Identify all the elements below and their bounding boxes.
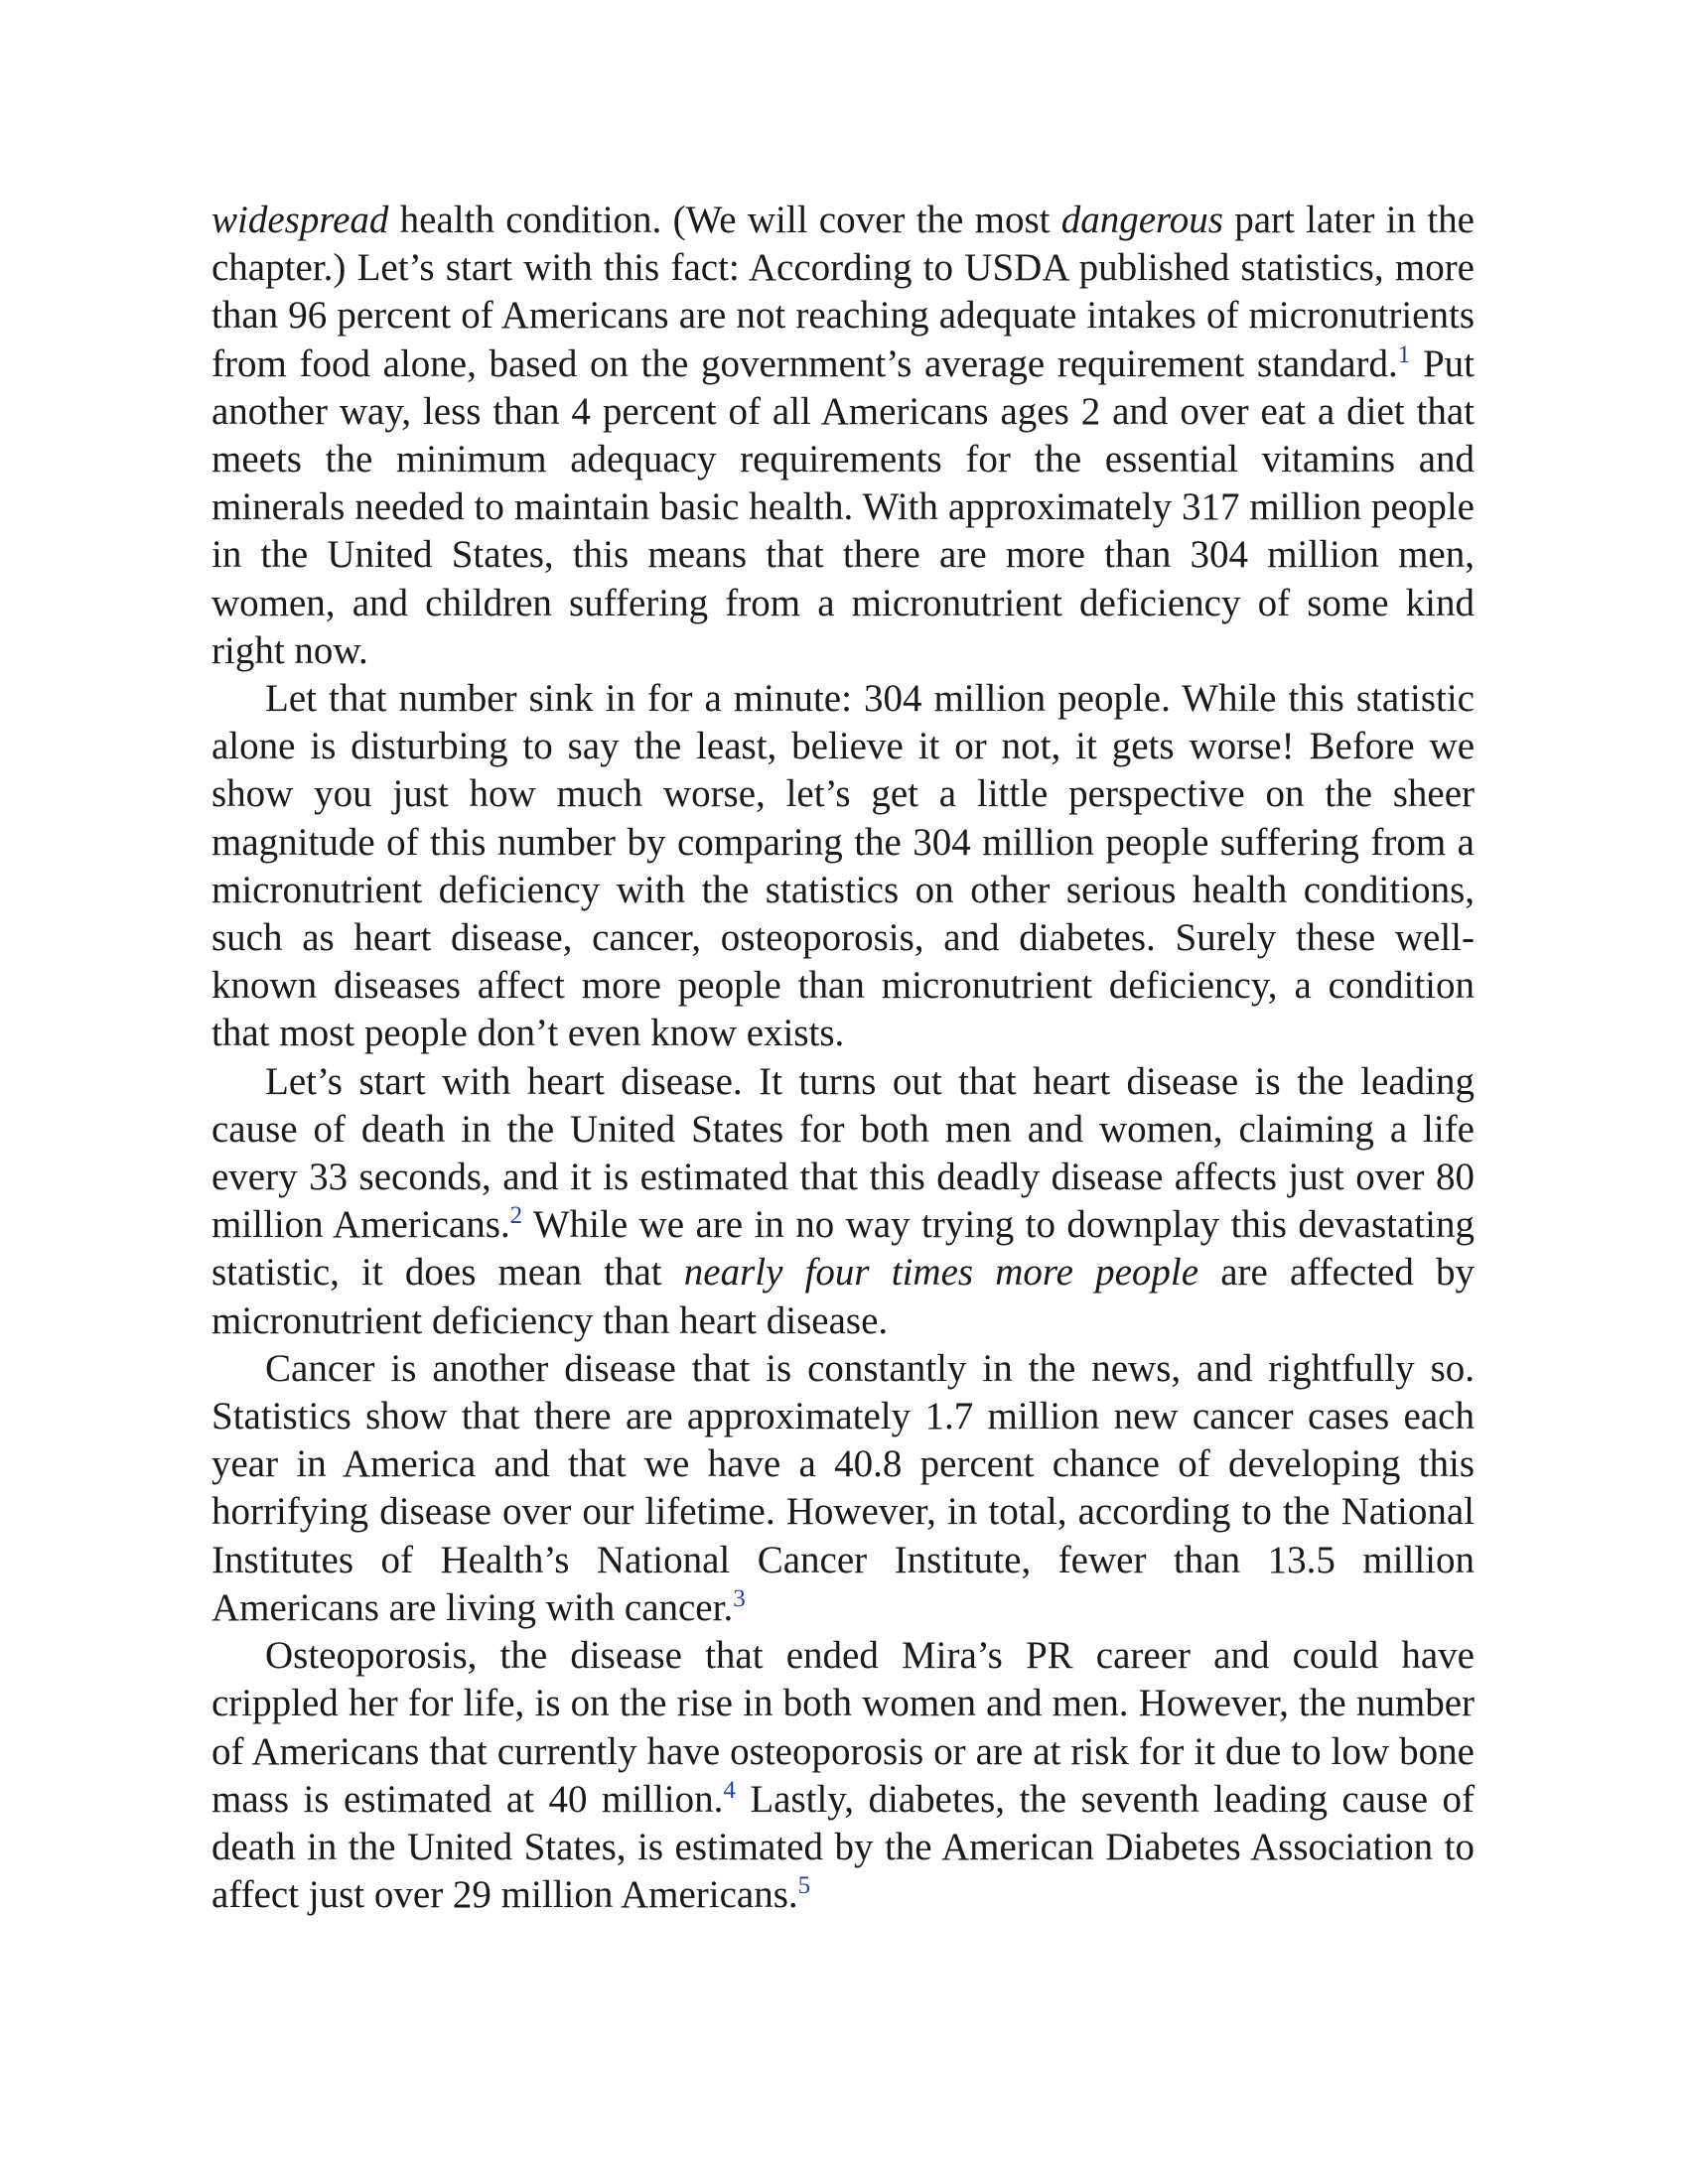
italic-text: dangerous: [1060, 199, 1223, 241]
body-text: Put another way, less than 4 percent of all Americans ages 2 and over eat a diet that meets the minimum adequacy requirements for the essential vitamins and minerals needed to maintain basic health. With approximately 317 million people in the United States, this means that there are more than 304 million men, women, and children suffering from a micronutrient deficiency of some kind right now.: [211, 341, 1475, 672]
footnote-link-2[interactable]: 2: [509, 1202, 523, 1230]
body-text: Osteoporosis, the disease that ended Mira’s PR career and could have crippled her for life, is on the rise in both women and men. However, the number of Americans that currently have osteoporosis or are at risk for it due to low bone mass is estimated at 40 million.: [211, 1634, 1475, 1821]
paragraph-3: [211, 1058, 1475, 1345]
document-body: [211, 197, 1475, 1919]
italic-text: widespread: [211, 199, 389, 241]
body-text: Let that number sink in for a minute: 304 million people. While this statistic alone is disturbing to say the least, believe it or not, it gets worse! Before we show you just how much worse, let’s get a little perspective on the sheer magnitude of this number by comparing the 304 million people suffering from a micronutrient deficiency with the statistics on other serious health conditions, such as heart disease, cancer, osteoporosis, and diabetes. Surely these well-known diseases affect more people than micronutrient deficiency, a condition that most people don’t even know exists.: [211, 677, 1475, 1055]
footnote-link-5[interactable]: 5: [797, 1872, 811, 1900]
paragraph-4: [211, 1345, 1475, 1632]
footnote-link-4[interactable]: 4: [723, 1776, 736, 1804]
body-text: Let’s start with heart disease. It turns out that heart disease is the leading cause of death in the United States for both men and women, claiming a life every 33 seconds, and it is estimated that this deadly disease affects just over 80 million Americans.: [211, 1059, 1475, 1247]
body-text: Lastly, diabetes, the seventh leading cause of death in the United States, is estimated by the American Diabetes Association to affect just over 29 million Americans.: [211, 1777, 1475, 1917]
body-text: part later in the chapter.) Let’s start with this fact: According to USDA published statistics, more than 96 percent of Americans are not reaching adequate intakes of micronutrients from food alone, based on the government’s average requirement standard.: [211, 199, 1475, 385]
paragraph-2: [211, 675, 1475, 1058]
body-text: While we are in no way trying to downplay this devastating statistic, it does mean that: [211, 1203, 1475, 1295]
body-text: Cancer is another disease that is constantly in the news, and rightfully so. Statistics show that there are approximately 1.7 million new cancer cases each year in America and that we have a 40.8 percent chance of developing this horrifying disease over our lifetime. However, in total, according to the National Institutes of Health’s National Cancer Institute, fewer than 13.5 million Americans are living with cancer.: [211, 1346, 1475, 1629]
footnote-link-1[interactable]: 1: [1397, 341, 1411, 368]
italic-text: nearly four times more people: [683, 1251, 1199, 1295]
paragraph-5: [211, 1632, 1475, 1919]
body-text: are affected by micronutrient deficiency than heart disease.: [211, 1251, 1475, 1342]
body-text: health condition. (We will cover the most: [388, 199, 1061, 241]
footnote-link-3[interactable]: 3: [733, 1584, 746, 1612]
paragraph-1: [211, 197, 1475, 675]
